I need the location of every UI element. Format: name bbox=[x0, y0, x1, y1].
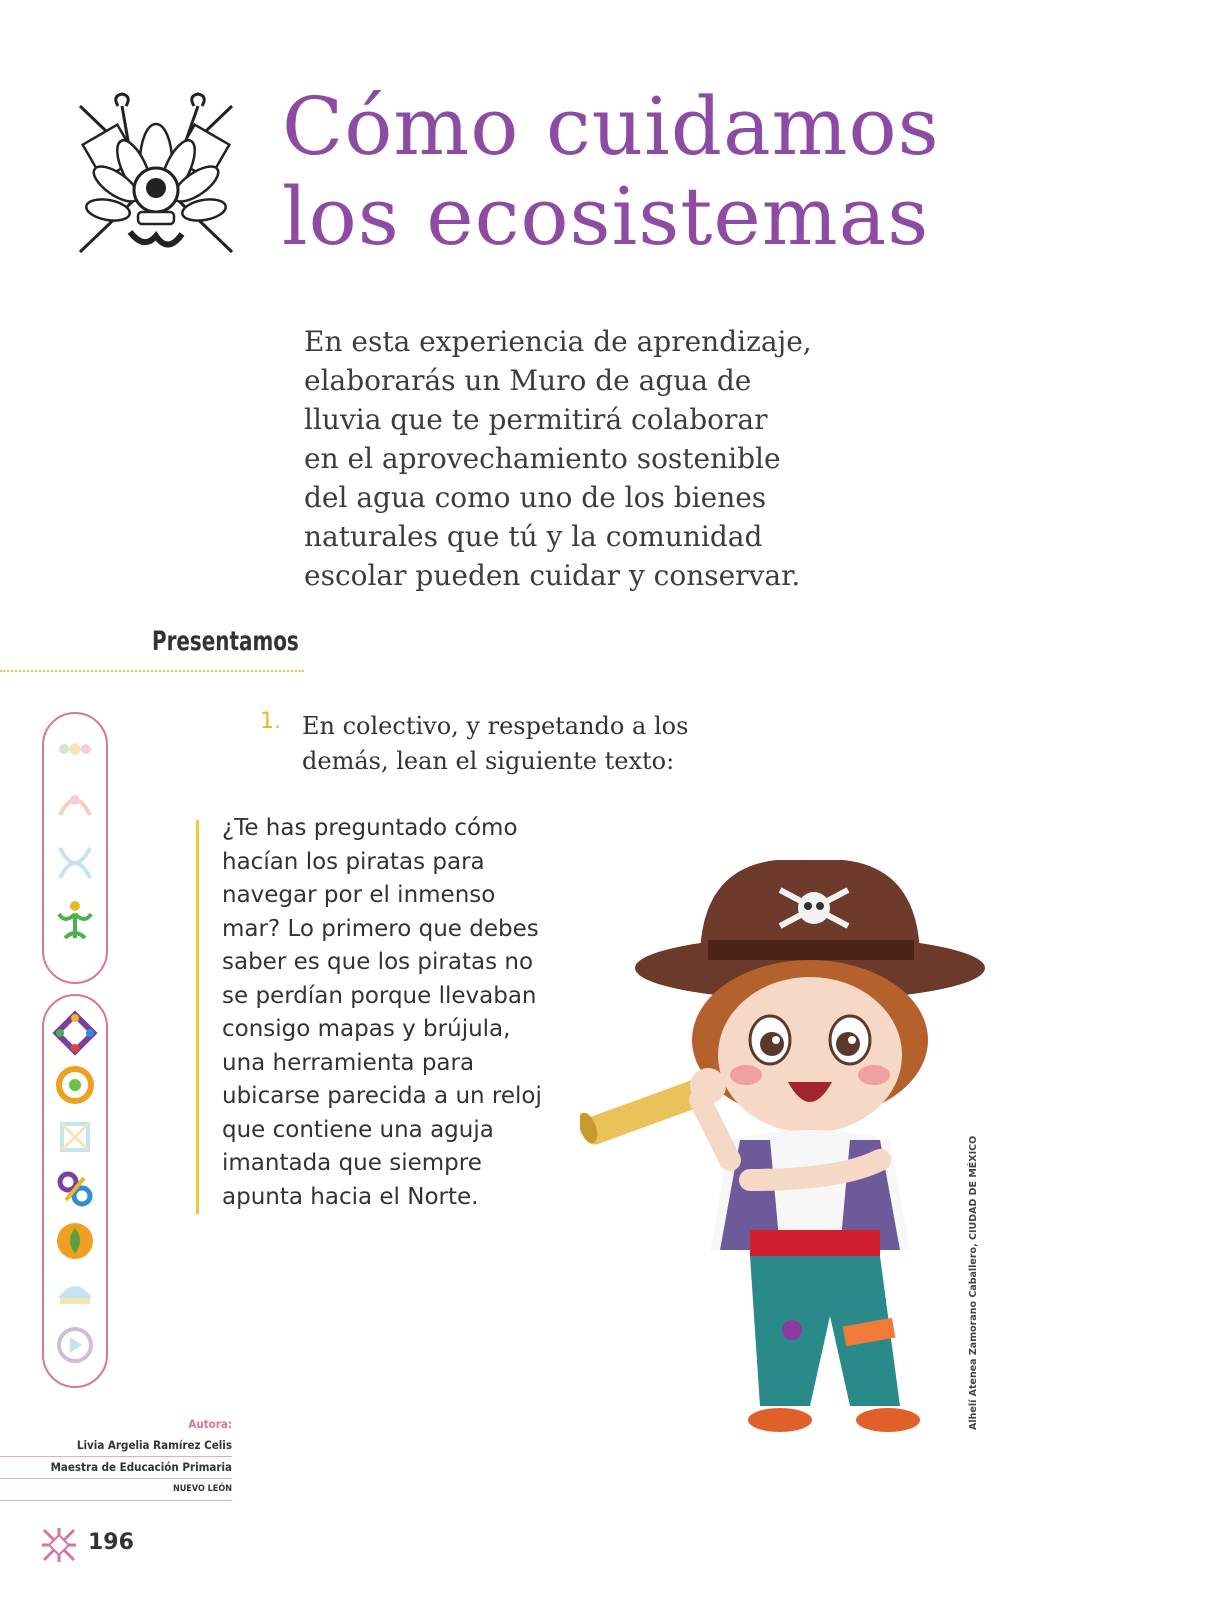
illustration-credit: Alhelí Atenea Zamorano Caballero, CIUDAD DE MÉXICO bbox=[968, 1135, 979, 1430]
activity-number: 1. bbox=[260, 709, 281, 734]
author-name: Livia Argelia Ramírez Celis bbox=[0, 1435, 232, 1457]
activity-text bbox=[302, 709, 732, 779]
story-line: ubicarse parecida a un reloj bbox=[222, 1083, 542, 1109]
story-line: se perdían porque llevaban bbox=[222, 982, 537, 1009]
page-title-line-2: los ecosistemas bbox=[282, 170, 930, 263]
phase-icon-rail bbox=[42, 712, 108, 984]
axis-icon-2 bbox=[50, 1060, 100, 1110]
quote-bar bbox=[196, 820, 199, 1214]
page-ornament-icon bbox=[40, 1526, 78, 1564]
phase-icon-4 bbox=[50, 896, 100, 946]
section-heading-label: Presentamos bbox=[152, 626, 299, 657]
phase-icon-2 bbox=[50, 780, 100, 830]
activity-line: En colectivo, y respetando a los bbox=[302, 712, 689, 740]
story-line: hacían los piratas para bbox=[222, 848, 485, 875]
intro-line: lluvia que te permitirá colaborar bbox=[304, 403, 768, 436]
story-line: apunta hacia el Norte. bbox=[222, 1183, 479, 1210]
page-title bbox=[282, 82, 940, 262]
axis-icon-6 bbox=[50, 1268, 100, 1318]
aztec-shield-emblem-icon bbox=[72, 92, 240, 260]
author-state: NUEVO LEÓN bbox=[0, 1479, 232, 1501]
story-line: consigo mapas y brújula, bbox=[222, 1016, 511, 1042]
activity-line: demás, lean el siguiente texto: bbox=[302, 747, 675, 775]
page-number: 196 bbox=[88, 1530, 134, 1555]
intro-line: del agua como uno de los bienes bbox=[304, 481, 767, 514]
intro-paragraph bbox=[304, 322, 864, 595]
author-block bbox=[0, 1414, 232, 1501]
intro-line: naturales que tú y la comunidad bbox=[304, 520, 763, 553]
page-title-line-1: Cómo cuidamos bbox=[282, 80, 940, 173]
story-line: imantada que siempre bbox=[222, 1150, 482, 1176]
author-label: Autora: bbox=[188, 1417, 232, 1431]
pirate-child-illustration bbox=[580, 860, 1010, 1460]
phase-icon-3 bbox=[50, 838, 100, 888]
story-line: navegar por el inmenso bbox=[222, 882, 496, 908]
axis-icon-rail bbox=[42, 994, 108, 1388]
story-line: una herramienta para bbox=[222, 1049, 475, 1076]
story-line: mar? Lo primero que debes bbox=[222, 915, 539, 942]
axis-icon-5 bbox=[50, 1216, 100, 1266]
intro-line: en el aprovechamiento sostenible bbox=[304, 442, 781, 475]
story-line: que contiene una aguja bbox=[222, 1116, 494, 1143]
intro-line: escolar pueden cuidar y conservar. bbox=[304, 559, 801, 592]
section-heading bbox=[0, 626, 304, 672]
axis-icon-7 bbox=[50, 1320, 100, 1370]
story-text bbox=[222, 812, 582, 1214]
intro-line: En esta experiencia de aprendizaje, bbox=[304, 325, 812, 358]
axis-icon-3 bbox=[50, 1112, 100, 1162]
intro-line: elaborarás un Muro de agua de bbox=[304, 364, 752, 397]
axis-icon-1 bbox=[50, 1008, 100, 1058]
phase-icon-1 bbox=[50, 724, 100, 774]
story-line: ¿Te has preguntado cómo bbox=[222, 815, 518, 841]
axis-icon-4 bbox=[50, 1164, 100, 1214]
author-role: Maestra de Educación Primaria bbox=[0, 1457, 232, 1479]
story-line: saber es que los piratas no bbox=[222, 949, 534, 975]
